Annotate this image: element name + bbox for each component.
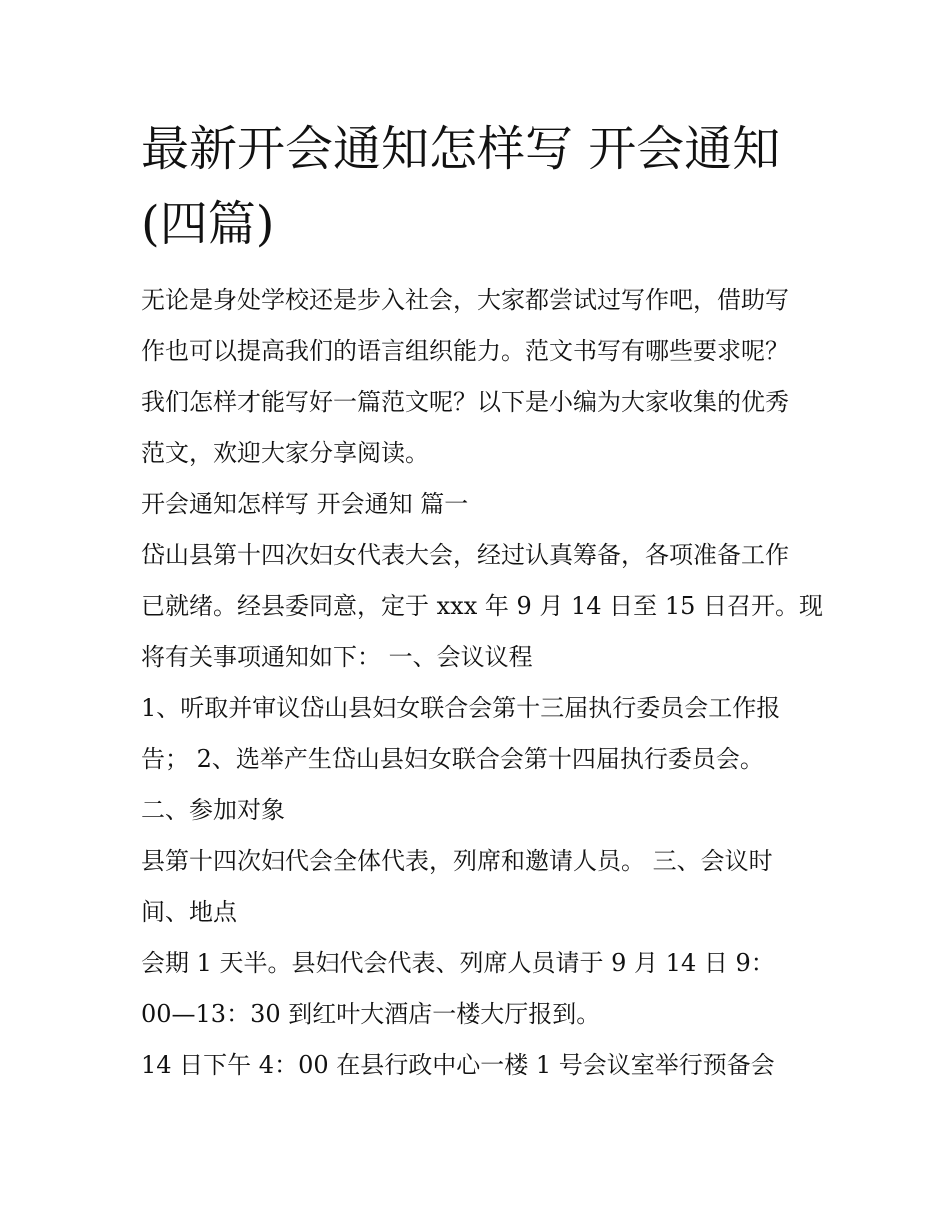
paragraph-line: 岱山县第十四次妇女代表大会，经过认真筹备，各项准备工作 bbox=[141, 541, 789, 569]
title-line: (四篇) bbox=[141, 196, 275, 252]
intro-line: 无论是身处学校还是步入社会，大家都尝试过写作吧，借助写 bbox=[141, 286, 789, 314]
document-title bbox=[141, 112, 821, 262]
intro-line: 我们怎样才能写好一篇范文呢？以下是小编为大家收集的优秀 bbox=[141, 388, 789, 416]
paragraph-line: 二、参加对象 bbox=[141, 796, 285, 824]
paragraph-line: 00—13：30 到红叶大酒店一楼大厅报到。 bbox=[141, 1000, 601, 1028]
intro-line: 范文，欢迎大家分享阅读。 bbox=[141, 439, 429, 467]
paragraph-line: 将有关事项通知如下： 一、会议议程 bbox=[141, 643, 533, 671]
paragraph-line: 会期 1 天半。县妇代会代表、列席人员请于 9 月 14 日 9： bbox=[141, 949, 775, 977]
paragraph-line: 间、地点 bbox=[141, 898, 237, 926]
paragraph-line: 1、听取并审议岱山县妇女联合会第十三届执行委员会工作报 bbox=[141, 694, 781, 722]
paragraph-line: 已就绪。经县委同意，定于 xxx 年 9 月 14 日至 15 日召开。现 bbox=[141, 592, 823, 620]
paragraph-line: 告； 2、选举产生岱山县妇女联合会第十四届执行委员会。 bbox=[141, 745, 764, 773]
title-line: 最新开会通知怎样写 开会通知 bbox=[141, 121, 781, 177]
document-body bbox=[141, 275, 821, 1091]
section-heading: 开会通知怎样写 开会通知 篇一 bbox=[141, 490, 469, 518]
paragraph-line: 14 日下午 4：00 在县行政中心一楼 1 号会议室举行预备会 bbox=[141, 1051, 775, 1079]
intro-line: 作也可以提高我们的语言组织能力。范文书写有哪些要求呢？ bbox=[141, 337, 789, 365]
paragraph-line: 县第十四次妇代会全体代表，列席和邀请人员。 三、会议时 bbox=[141, 847, 773, 875]
